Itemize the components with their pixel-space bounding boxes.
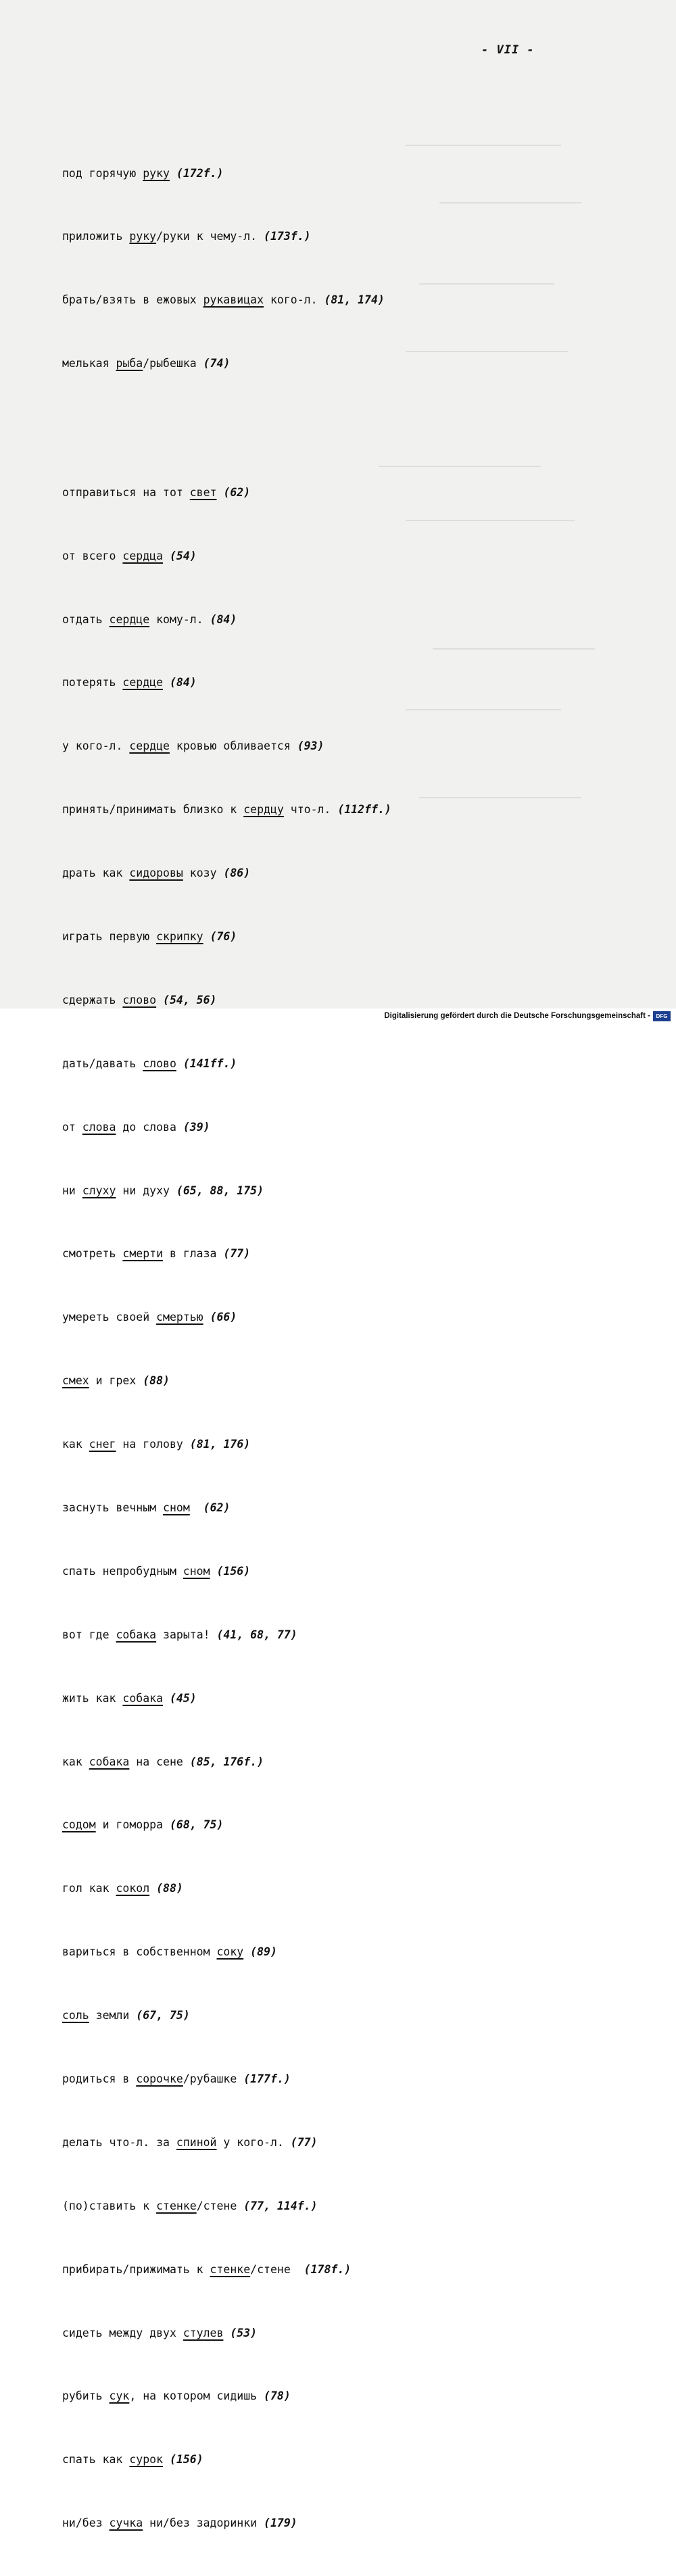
entry-text: что-л. [283,803,338,817]
page-reference: (77) [290,2135,318,2149]
list-item [62,2132,391,2153]
list-item [62,799,391,820]
entry-text: мелькая [62,357,116,370]
page-number: - VII - [481,43,535,57]
page-reference: (74) [203,357,231,370]
page-reference: (76) [210,929,237,943]
page-reference: (156) [216,1564,251,1578]
list-item [62,926,391,947]
headword: слово [122,993,157,1006]
entry-text: и грех [89,1374,143,1388]
list-item [62,2068,391,2089]
list-item [62,1053,391,1074]
page-reference: (173f.) [264,230,311,243]
entry-text: рубить [62,2389,110,2403]
entry-text [223,2327,230,2339]
entry-text: /стене [196,2199,244,2212]
entry-text: /стене [250,2262,304,2276]
headword: смерти [122,1247,164,1261]
headword: сидоровы [129,867,183,880]
page-reference: (68, 75) [169,1818,224,1832]
entry-text [176,1057,183,1070]
list-item [62,735,391,756]
headword: слово [143,1056,176,1070]
list-item [62,1307,391,1328]
entry-text: потерять [62,676,123,689]
entry-text: у кого-л. [216,2135,291,2149]
page-reference: (172f.) [176,166,224,180]
page-reference: (88) [156,1882,183,1895]
list-item [62,1434,391,1455]
entry-text: заснуть вечным [62,1501,164,1514]
list-item [62,2385,391,2406]
headword: снег [89,1438,116,1451]
entry-text: от всего [62,549,123,562]
page-reference: (112ff.) [337,803,391,817]
list-item [62,226,391,247]
page-reference: (84) [210,612,237,626]
page-reference: (178f.) [304,2262,352,2276]
page-reference: (53) [230,2326,258,2339]
entry-text: дать/давать [62,1056,143,1070]
entry-text: до слова [116,1120,183,1134]
headword: смертью [156,1311,203,1324]
page-reference: (41, 68, 77) [216,1628,297,1641]
headword: собака [89,1755,130,1768]
entry-text: драть как [62,867,130,880]
list-item [62,482,391,503]
entry-text: кому-л. [149,612,210,626]
entry-text: брать/взять в ежовых [62,293,203,307]
headword: сердца [122,549,164,562]
entry-text: родиться в [62,2072,137,2086]
headword: сердцу [243,803,284,817]
section-gap [62,416,391,439]
list-item [62,2323,391,2343]
entry-text [163,2453,170,2466]
page-reference: (179) [264,2517,297,2530]
headword: рукавицах [203,293,264,307]
page-reference: (77, 114f.) [243,2199,318,2212]
entry-text: жить как [62,1691,123,1705]
page-reference: (85, 176f.) [189,1755,264,1768]
list-item [62,672,391,693]
entry-text: смотреть [62,1247,123,1261]
headword: слуху [82,1184,116,1197]
entry-text: зарыта! [156,1628,217,1641]
list-item [62,545,391,566]
headword: сокол [116,1882,150,1895]
entry-text [163,1692,170,1705]
page-reference: (81, 174) [324,293,385,307]
entry-text: отдать [62,612,110,626]
entry-text [163,550,170,562]
headword: слова [82,1120,116,1134]
list-item [62,289,391,310]
entry-text: приложить [62,230,130,243]
page-reference: (67, 75) [136,2009,190,2022]
entry-text [210,1565,217,1578]
headword: рыба [116,357,143,370]
list-item [62,1370,391,1391]
headword: стенке [156,2199,197,2212]
entry-text: спать непробудным [62,1564,183,1578]
entry-text: /рубашке [183,2072,244,2086]
entry-text: /руки к чему-л. [156,230,264,243]
entry-text: отправиться на тот [62,485,190,499]
list-item [62,2195,391,2216]
page-reference: (141ff.) [183,1056,237,1070]
list-item [62,163,391,184]
page-reference: (84) [169,676,197,689]
entry-text: на сене [129,1755,190,1768]
page-reference: (54) [169,549,197,562]
headword: сучка [109,2517,143,2530]
headword: сном [183,1564,210,1578]
entry-text: ни/без задоринки [143,2517,264,2530]
list-item [62,1941,391,1962]
digitization-footer [0,1008,676,1025]
list-item [62,609,391,630]
entry-text: ни/без [62,2517,110,2530]
entry-text: в глаза [163,1247,224,1261]
entry-text [149,1882,156,1895]
headword: содом [62,1818,96,1832]
entry-text: сдержать [62,993,123,1006]
page-reference: (66) [210,1311,237,1324]
entry-text: козу [183,867,224,880]
entry-text: гол как [62,1882,116,1895]
entry-text [170,167,176,180]
headword: стенке [210,2262,251,2276]
page-reference: (62) [203,1501,231,1514]
page-reference: (86) [223,867,251,880]
entry-text: спать как [62,2453,130,2466]
entry-text: играть первую [62,929,157,943]
entry-text: (по)ставить к [62,2199,157,2212]
entry-text [243,1945,250,1958]
list-item [62,1688,391,1709]
headword: соль [62,2009,89,2022]
list-item [62,2259,391,2280]
list-item [62,990,391,1011]
headword: сорочке [136,2072,183,2086]
headword: собака [116,1628,157,1641]
headword: сурок [129,2453,164,2466]
list-item [62,353,391,374]
page-reference: (89) [250,1945,277,1959]
list-item [62,862,391,883]
entry-text: под горячую [62,166,143,180]
headword: скрипку [156,929,203,943]
entry-text: /рыбешка [143,357,203,370]
entry-text: ни [62,1184,82,1197]
list-item [62,1561,391,1582]
page-reference: (177f.) [243,2072,291,2086]
entry-text [217,486,224,499]
page-reference: (54, 56) [163,993,217,1006]
page-reference: (45) [169,1691,197,1705]
list-item [62,1878,391,1899]
list-item [62,1117,391,1138]
entry-text [190,1501,203,1514]
footer-credit: Digitalisierung gefördert durch die Deutsche Forschungsgemeinschaft - [384,1012,650,1020]
page-reference: (39) [183,1120,210,1134]
page-reference: (88) [143,1374,170,1388]
list-item [62,1243,391,1264]
phrase-list [62,120,391,2576]
entry-text: и гоморра [95,1818,170,1832]
entry-text: вариться в собственном [62,1945,217,1959]
entry-text: прибирать/прижимать к [62,2262,210,2276]
list-item [62,2512,391,2533]
headword: свет [189,485,217,499]
dfg-logo-icon: DFG [653,1011,671,1021]
list-item [62,2449,391,2470]
entry-text [203,930,210,943]
entry-text: на голову [116,1438,190,1451]
entry-text: как [62,1438,89,1451]
page-reference: (65, 88, 175) [176,1184,264,1197]
entry-text: ни духу [116,1184,176,1197]
headword: спиной [176,2135,217,2149]
headword: смех [62,1374,89,1388]
headword: стулев [183,2326,224,2339]
entry-text: как [62,1755,89,1768]
entry-text [156,994,163,1006]
headword: сук [109,2389,130,2403]
page-reference: (93) [297,739,324,753]
list-item [62,1497,391,1518]
entry-text: умереть своей [62,1311,157,1324]
headword: руку [129,230,157,243]
entry-text: вот где [62,1628,116,1641]
entry-text [203,1311,210,1323]
list-item [62,2005,391,2026]
list-item [62,1180,391,1201]
page-reference: (62) [223,485,251,499]
headword: собака [122,1691,164,1705]
entry-text: сидеть между двух [62,2326,183,2339]
headword: соку [216,1945,244,1959]
entry-text [163,676,170,689]
headword: руку [143,166,170,180]
headword: сном [163,1501,190,1514]
list-item [62,1814,391,1835]
list-item [62,1751,391,1772]
entry-text: земли [89,2009,137,2022]
page-reference: (78) [264,2389,291,2403]
entry-text: , на котором сидишь [129,2389,264,2403]
page-reference: (156) [169,2453,203,2466]
entry-text: принять/принимать близко к [62,803,244,817]
page-reference: (77) [223,1247,251,1261]
entry-text: кровью обливается [169,739,297,753]
entry-text: кого-л. [264,293,324,307]
entry-text: у кого-л. [62,739,130,753]
entry-text: от [62,1120,82,1134]
headword: сердце [129,739,170,753]
headword: сердце [109,612,150,626]
headword: сердце [122,676,164,689]
entry-text: делать что-л. за [62,2135,176,2149]
list-item [62,1624,391,1645]
page-reference: (81, 176) [189,1438,251,1451]
